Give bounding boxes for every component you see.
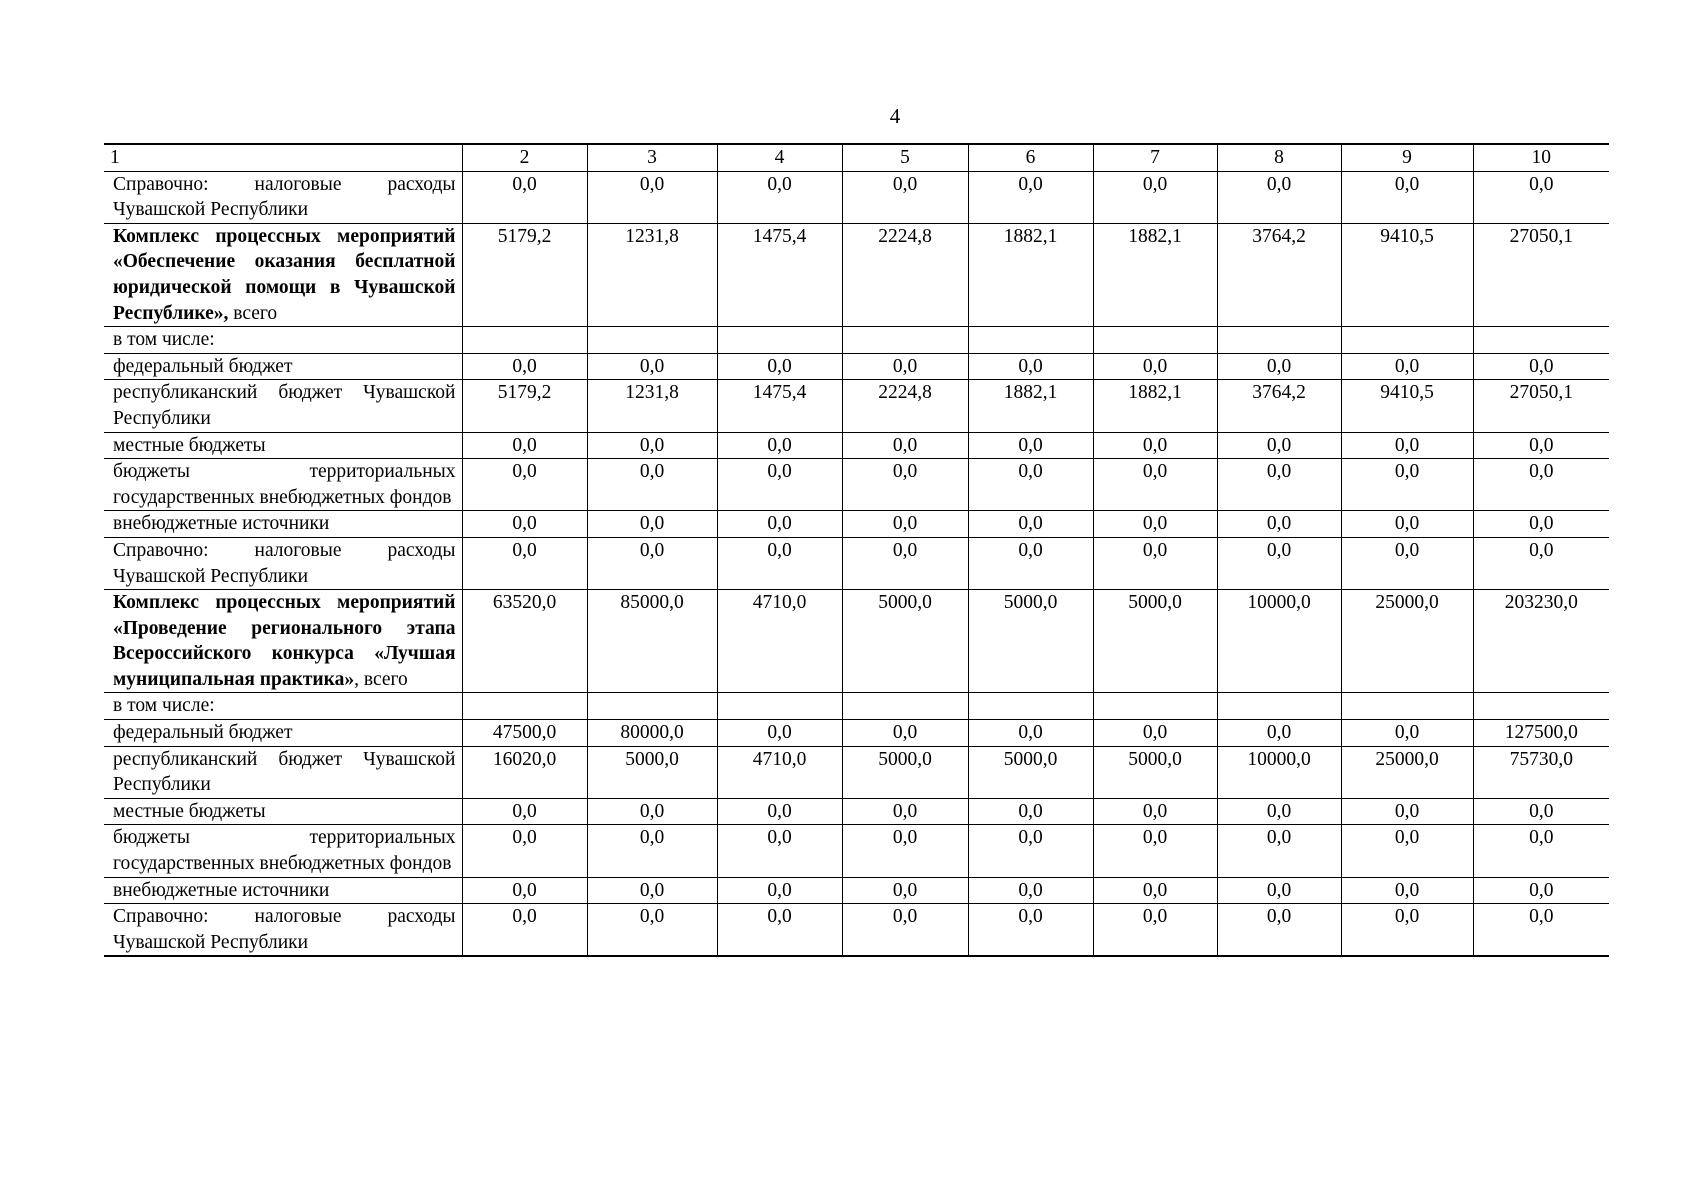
row-label — [104, 353, 462, 380]
value-cell — [1093, 327, 1217, 354]
value-cell: 0,0 — [587, 904, 717, 957]
value-cell: 0,0 — [462, 459, 587, 511]
value-cell: 0,0 — [1217, 459, 1341, 511]
value-cell: 0,0 — [587, 353, 717, 380]
row-label — [104, 798, 462, 825]
row-label-text: внебюджетные источники — [113, 879, 330, 901]
row-label-text: федеральный бюджет — [113, 722, 293, 744]
value-cell: 0,0 — [1341, 353, 1473, 380]
value-cell: 0,0 — [1341, 720, 1473, 747]
value-cell: 2224,8 — [842, 223, 968, 326]
row-label-text: всего — [228, 302, 278, 324]
value-cell: 0,0 — [717, 537, 842, 589]
value-cell: 5000,0 — [968, 590, 1093, 693]
value-cell — [1341, 327, 1473, 354]
value-cell: 0,0 — [1473, 171, 1609, 223]
value-cell: 0,0 — [587, 459, 717, 511]
value-cell: 0,0 — [968, 171, 1093, 223]
value-cell: 0,0 — [587, 798, 717, 825]
value-cell — [842, 693, 968, 720]
row-label — [104, 459, 462, 511]
value-cell: 1231,8 — [587, 223, 717, 326]
value-cell — [968, 327, 1093, 354]
value-cell: 0,0 — [1473, 904, 1609, 957]
value-cell: 0,0 — [968, 353, 1093, 380]
value-cell: 5179,2 — [462, 223, 587, 326]
value-cell: 0,0 — [842, 825, 968, 877]
value-cell: 0,0 — [717, 877, 842, 904]
table-row — [104, 511, 1609, 538]
value-cell: 0,0 — [717, 825, 842, 877]
table-row — [104, 720, 1609, 747]
value-cell: 0,0 — [1473, 432, 1609, 459]
value-cell: 0,0 — [1093, 798, 1217, 825]
table-row — [104, 432, 1609, 459]
value-cell: 1882,1 — [1093, 380, 1217, 432]
value-cell: 0,0 — [842, 877, 968, 904]
value-cell: 0,0 — [842, 511, 968, 538]
value-cell: 0,0 — [842, 720, 968, 747]
value-cell: 63520,0 — [462, 590, 587, 693]
value-cell: 0,0 — [1473, 459, 1609, 511]
value-cell: 0,0 — [968, 825, 1093, 877]
value-cell — [587, 693, 717, 720]
value-cell: 0,0 — [842, 432, 968, 459]
value-cell: 1475,4 — [717, 380, 842, 432]
value-cell — [587, 327, 717, 354]
column-number: 1 — [104, 144, 462, 171]
value-cell: 0,0 — [1093, 904, 1217, 957]
value-cell — [968, 693, 1093, 720]
table-row — [104, 171, 1609, 223]
value-cell: 0,0 — [1473, 877, 1609, 904]
value-cell: 0,0 — [462, 511, 587, 538]
table-row — [104, 459, 1609, 511]
value-cell: 0,0 — [1341, 171, 1473, 223]
value-cell — [1217, 327, 1341, 354]
value-cell: 0,0 — [842, 904, 968, 957]
value-cell: 0,0 — [968, 432, 1093, 459]
value-cell: 0,0 — [1473, 353, 1609, 380]
value-cell: 0,0 — [1217, 511, 1341, 538]
value-cell: 16020,0 — [462, 746, 587, 798]
value-cell: 1882,1 — [968, 380, 1093, 432]
value-cell: 0,0 — [1341, 904, 1473, 957]
column-number: 3 — [587, 144, 717, 171]
value-cell: 0,0 — [1093, 720, 1217, 747]
table-row — [104, 537, 1609, 589]
value-cell: 0,0 — [968, 511, 1093, 538]
value-cell — [717, 693, 842, 720]
value-cell: 0,0 — [462, 432, 587, 459]
value-cell — [462, 693, 587, 720]
value-cell: 2224,8 — [842, 380, 968, 432]
value-cell: 0,0 — [1217, 720, 1341, 747]
value-cell: 0,0 — [587, 825, 717, 877]
value-cell: 0,0 — [1341, 825, 1473, 877]
value-cell: 1882,1 — [968, 223, 1093, 326]
value-cell: 0,0 — [462, 825, 587, 877]
row-label-text: внебюджетные источники — [113, 513, 330, 535]
column-number-row — [104, 144, 1609, 171]
value-cell: 0,0 — [1217, 904, 1341, 957]
row-label — [104, 825, 462, 877]
value-cell: 5000,0 — [842, 746, 968, 798]
value-cell — [1093, 693, 1217, 720]
table-row — [104, 746, 1609, 798]
value-cell: 127500,0 — [1473, 720, 1609, 747]
value-cell: 4710,0 — [717, 590, 842, 693]
value-cell: 0,0 — [1093, 511, 1217, 538]
value-cell: 85000,0 — [587, 590, 717, 693]
value-cell: 0,0 — [1093, 171, 1217, 223]
value-cell: 0,0 — [1093, 877, 1217, 904]
value-cell: 0,0 — [1217, 171, 1341, 223]
value-cell: 0,0 — [1341, 537, 1473, 589]
row-label-text: местные бюджеты — [113, 800, 266, 822]
value-cell: 0,0 — [587, 171, 717, 223]
value-cell: 0,0 — [1093, 459, 1217, 511]
table-row — [104, 825, 1609, 877]
value-cell: 27050,1 — [1473, 380, 1609, 432]
value-cell: 0,0 — [717, 432, 842, 459]
value-cell: 1231,8 — [587, 380, 717, 432]
value-cell: 0,0 — [968, 537, 1093, 589]
value-cell: 0,0 — [842, 537, 968, 589]
row-label-text: , всего — [354, 668, 408, 690]
value-cell: 0,0 — [587, 432, 717, 459]
value-cell: 25000,0 — [1341, 590, 1473, 693]
value-cell: 5000,0 — [968, 746, 1093, 798]
table-body — [104, 144, 1609, 956]
value-cell: 0,0 — [1341, 459, 1473, 511]
value-cell: 0,0 — [462, 798, 587, 825]
value-cell: 5000,0 — [587, 746, 717, 798]
value-cell: 5179,2 — [462, 380, 587, 432]
value-cell: 0,0 — [1341, 511, 1473, 538]
value-cell: 0,0 — [968, 459, 1093, 511]
value-cell: 9410,5 — [1341, 380, 1473, 432]
value-cell: 0,0 — [462, 904, 587, 957]
value-cell: 0,0 — [1217, 877, 1341, 904]
row-label-text: в том числе: — [113, 695, 215, 717]
value-cell: 0,0 — [1341, 798, 1473, 825]
value-cell: 0,0 — [587, 537, 717, 589]
table-row — [104, 380, 1609, 432]
value-cell: 0,0 — [717, 171, 842, 223]
row-label — [104, 746, 462, 798]
value-cell: 0,0 — [968, 798, 1093, 825]
value-cell: 0,0 — [1217, 537, 1341, 589]
value-cell: 10000,0 — [1217, 590, 1341, 693]
column-number: 10 — [1473, 144, 1609, 171]
value-cell: 47500,0 — [462, 720, 587, 747]
value-cell: 9410,5 — [1341, 223, 1473, 326]
table-row — [104, 223, 1609, 326]
row-label-text: республиканский бюджет Чувашской Республики — [113, 382, 456, 429]
table-row — [104, 904, 1609, 957]
value-cell: 0,0 — [968, 877, 1093, 904]
column-number: 6 — [968, 144, 1093, 171]
value-cell: 0,0 — [1217, 825, 1341, 877]
value-cell: 27050,1 — [1473, 223, 1609, 326]
value-cell — [1473, 693, 1609, 720]
row-label — [104, 511, 462, 538]
value-cell — [462, 327, 587, 354]
value-cell: 0,0 — [462, 877, 587, 904]
value-cell: 0,0 — [968, 904, 1093, 957]
row-label-text: Справочно: налоговые расходы Чувашской Республики — [113, 906, 456, 953]
column-number: 2 — [462, 144, 587, 171]
table-row — [104, 693, 1609, 720]
value-cell: 0,0 — [462, 171, 587, 223]
value-cell — [717, 327, 842, 354]
value-cell: 0,0 — [1473, 537, 1609, 589]
column-number: 4 — [717, 144, 842, 171]
value-cell: 80000,0 — [587, 720, 717, 747]
value-cell: 0,0 — [587, 877, 717, 904]
row-label — [104, 327, 462, 354]
value-cell: 0,0 — [1093, 353, 1217, 380]
row-label-text: бюджеты территориальных государственных внебюджетных фондов — [113, 461, 456, 508]
column-number: 9 — [1341, 144, 1473, 171]
value-cell: 0,0 — [1093, 825, 1217, 877]
table-row — [104, 877, 1609, 904]
row-label — [104, 223, 462, 326]
value-cell: 0,0 — [1093, 432, 1217, 459]
value-cell: 0,0 — [842, 798, 968, 825]
row-label — [104, 380, 462, 432]
value-cell: 0,0 — [462, 537, 587, 589]
row-label-text: в том числе: — [113, 329, 215, 351]
value-cell: 3764,2 — [1217, 380, 1341, 432]
value-cell: 4710,0 — [717, 746, 842, 798]
value-cell: 5000,0 — [1093, 746, 1217, 798]
row-label-bold: Комплекс процессных мероприятий «Проведение регионального этапа Всероссийского конкурса «Лучшая муниципальная практика» — [113, 592, 456, 690]
value-cell: 0,0 — [842, 459, 968, 511]
value-cell: 0,0 — [717, 904, 842, 957]
value-cell: 25000,0 — [1341, 746, 1473, 798]
row-label-text: Справочно: налоговые расходы Чувашской Республики — [113, 539, 456, 587]
row-label — [104, 904, 462, 957]
column-number: 5 — [842, 144, 968, 171]
value-cell: 0,0 — [1341, 877, 1473, 904]
value-cell: 0,0 — [1217, 432, 1341, 459]
value-cell: 0,0 — [842, 171, 968, 223]
value-cell: 0,0 — [1217, 353, 1341, 380]
value-cell: 1475,4 — [717, 223, 842, 326]
value-cell: 0,0 — [1473, 798, 1609, 825]
value-cell: 10000,0 — [1217, 746, 1341, 798]
value-cell: 0,0 — [968, 720, 1093, 747]
value-cell: 0,0 — [717, 353, 842, 380]
page-number: 4 — [889, 104, 901, 128]
column-number: 7 — [1093, 144, 1217, 171]
value-cell: 0,0 — [1341, 432, 1473, 459]
value-cell — [1473, 327, 1609, 354]
budget-table — [104, 143, 1609, 957]
value-cell: 0,0 — [1217, 798, 1341, 825]
row-label-text: республиканский бюджет Чувашской Республики — [113, 748, 456, 796]
value-cell: 0,0 — [587, 511, 717, 538]
value-cell: 5000,0 — [842, 590, 968, 693]
value-cell — [1217, 693, 1341, 720]
row-label — [104, 877, 462, 904]
row-label — [104, 590, 462, 693]
row-label — [104, 720, 462, 747]
value-cell: 0,0 — [717, 720, 842, 747]
value-cell: 0,0 — [462, 353, 587, 380]
row-label-bold: Комплекс процессных мероприятий «Обеспечение оказания бесплатной юридической помощи в Чувашской Республике», — [113, 225, 456, 324]
value-cell: 1882,1 — [1093, 223, 1217, 326]
value-cell: 75730,0 — [1473, 746, 1609, 798]
row-label — [104, 171, 462, 223]
table-row — [104, 353, 1609, 380]
value-cell: 5000,0 — [1093, 590, 1217, 693]
value-cell — [1341, 693, 1473, 720]
value-cell: 203230,0 — [1473, 590, 1609, 693]
row-label-text: федеральный бюджет — [113, 355, 293, 377]
value-cell: 0,0 — [1473, 825, 1609, 877]
table-row — [104, 327, 1609, 354]
row-label-text: бюджеты территориальных государственных внебюджетных фондов — [113, 827, 456, 875]
row-label — [104, 693, 462, 720]
row-label — [104, 537, 462, 589]
value-cell: 0,0 — [1473, 511, 1609, 538]
column-number: 8 — [1217, 144, 1341, 171]
row-label-text: местные бюджеты — [113, 434, 266, 456]
row-label-text: Справочно: налоговые расходы Чувашской Республики — [113, 173, 456, 221]
value-cell: 0,0 — [717, 459, 842, 511]
value-cell: 3764,2 — [1217, 223, 1341, 326]
value-cell: 0,0 — [1093, 537, 1217, 589]
value-cell: 0,0 — [717, 798, 842, 825]
value-cell: 0,0 — [717, 511, 842, 538]
value-cell — [842, 327, 968, 354]
table-row — [104, 590, 1609, 693]
row-label — [104, 432, 462, 459]
table-row — [104, 798, 1609, 825]
value-cell: 0,0 — [842, 353, 968, 380]
